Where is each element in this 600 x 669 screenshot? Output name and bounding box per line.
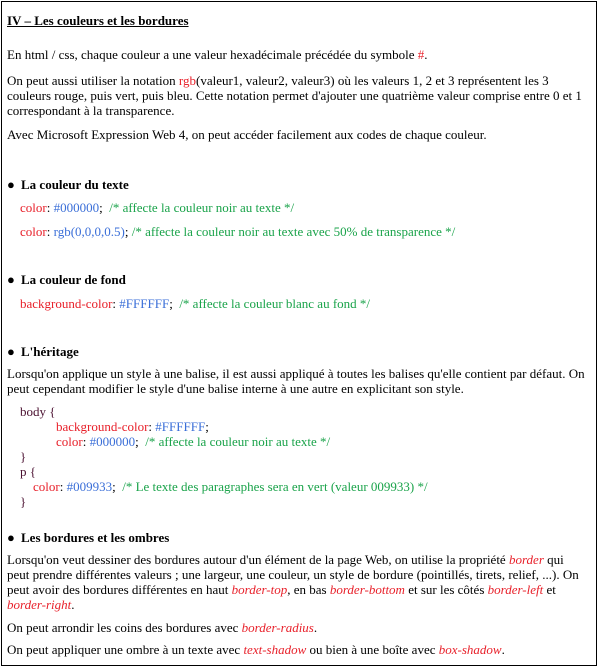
code-value: #000000	[53, 200, 100, 215]
property-border-right: border-right	[7, 597, 72, 612]
intro-paragraph-2-line-2: couleurs rouge, puis vert, puis bleu. Cette notation permet d'ajouter une quatrième valeur comprise entre 0 et 1	[7, 88, 582, 103]
code-colon: :	[148, 419, 153, 434]
code-comment: /* affecte la couleur noir au texte avec 50% de transparence */	[131, 224, 456, 239]
code-comment: /* affecte la couleur noir au texte */	[145, 434, 331, 449]
heritage-paragraph-line-2: peut cependant modifier le style d'une balise interne à une autre en explicitant son style.	[7, 381, 464, 396]
heading-background-color	[7, 272, 126, 287]
borders-paragraph-2	[7, 620, 317, 635]
property-border-left: border-left	[487, 582, 544, 597]
heading-heritage-label: L'héritage	[21, 344, 79, 359]
code-body-background	[56, 419, 209, 434]
code-body-color	[56, 434, 330, 449]
intro-p2-rest: (valeur1, valeur2, valeur3) où les valeurs 1, 2 et 3 représentent les 3	[195, 73, 549, 88]
text: .	[71, 597, 75, 612]
code-semicolon: ;	[124, 224, 129, 239]
property-border: border	[508, 552, 544, 567]
code-colon: :	[46, 224, 51, 239]
property-border-top: border-top	[231, 582, 288, 597]
property-border-radius: border-radius	[241, 620, 314, 635]
code-value: #009933	[66, 479, 113, 494]
code-line-background	[20, 296, 370, 311]
code-prop: background-color	[20, 296, 113, 311]
code-prop: color	[20, 200, 47, 215]
bullet-icon: ●	[7, 344, 15, 359]
heading-background-label: La couleur de fond	[21, 272, 126, 287]
borders-paragraph-line-3	[7, 582, 556, 597]
borders-paragraph-3	[7, 642, 505, 657]
code-colon: :	[46, 200, 51, 215]
code-value: #000000	[89, 434, 136, 449]
text: .	[313, 620, 318, 635]
code-semicolon: ;	[99, 200, 103, 215]
text: ou bien à une boîte avec	[309, 642, 436, 657]
code-semicolon: ;	[135, 434, 139, 449]
heading-borders	[7, 530, 169, 545]
borders-paragraph-line-2: peut prendre différentes valeurs ; une largeur, une couleur, un style de bordure (pointillés, tirets, relief, ...). On	[7, 567, 579, 582]
code-comment: /* affecte la couleur blanc au fond */	[179, 296, 371, 311]
property-border-bottom: border-bottom	[329, 582, 405, 597]
section-title: IV – Les couleurs et les bordures	[7, 13, 189, 28]
property-box-shadow: box-shadow	[438, 642, 502, 657]
intro-p1-text: En html / css, chaque couleur a une valeur hexadécimale précédée du symbole	[7, 47, 415, 62]
code-comment: /* Le texte des paragraphes sera en vert (valeur 009933) */	[122, 479, 428, 494]
code-prop: color	[33, 479, 60, 494]
code-p-selector: p {	[20, 464, 36, 479]
code-comment: /* affecte la couleur noir au texte */	[109, 200, 295, 215]
heritage-paragraph-line-1: Lorsqu'on applique un style à une balise, il est aussi appliqué à toutes les balises qu'elle contient par défaut. On	[7, 366, 585, 381]
code-colon: :	[112, 296, 117, 311]
borders-paragraph-line-4	[7, 597, 75, 612]
code-prop: color	[56, 434, 83, 449]
borders-paragraph-line-1	[7, 552, 564, 567]
hash-symbol: #	[417, 47, 425, 62]
intro-p1-end: .	[424, 47, 428, 62]
text: qui	[547, 552, 564, 567]
code-value: rgb(0,0,0,0.5)	[53, 224, 125, 239]
bullet-icon: ●	[7, 272, 15, 287]
code-body-selector: body {	[20, 404, 56, 419]
code-prop: background-color	[56, 419, 149, 434]
bullet-icon: ●	[7, 177, 15, 192]
text: peut avoir des bordures différentes en haut	[7, 582, 229, 597]
text: et sur les côtés	[408, 582, 485, 597]
code-line-color-rgb	[20, 224, 455, 239]
heading-heritage	[7, 344, 79, 359]
property-text-shadow: text-shadow	[243, 642, 307, 657]
code-prop: color	[20, 224, 47, 239]
text: .	[501, 642, 505, 657]
intro-paragraph-2-line-1	[7, 73, 549, 88]
code-close-brace: }	[20, 449, 27, 464]
code-semicolon: ;	[205, 419, 209, 434]
code-line-color-hex	[20, 200, 294, 215]
code-semicolon: ;	[112, 479, 116, 494]
code-value: #FFFFFF	[119, 296, 170, 311]
intro-paragraph-2-line-3: correspondant à la transparence.	[7, 103, 175, 118]
heading-borders-label: Les bordures et les ombres	[21, 530, 170, 545]
code-colon: :	[82, 434, 87, 449]
intro-paragraph-3: Avec Microsoft Expression Web 4, on peut accéder facilement aux codes de chaque couleur.	[7, 127, 487, 142]
text: On peut appliquer une ombre à un texte avec	[7, 642, 241, 657]
text: On peut arrondir les coins des bordures avec	[7, 620, 239, 635]
bullet-icon: ●	[7, 530, 15, 545]
text: Lorsqu'on veut dessiner des bordures autour d'un élément de la page Web, on utilise la propriété	[7, 552, 506, 567]
text: , en bas	[287, 582, 327, 597]
code-value: #FFFFFF	[155, 419, 206, 434]
heading-text-color-label: La couleur du texte	[21, 177, 129, 192]
code-semicolon: ;	[169, 296, 173, 311]
code-p-color	[33, 479, 428, 494]
code-close-brace: }	[20, 494, 27, 509]
intro-paragraph-1	[7, 47, 428, 62]
heading-text-color	[7, 177, 129, 192]
code-colon: :	[59, 479, 64, 494]
intro-p2-start: On peut aussi utiliser la notation	[7, 73, 176, 88]
text: et	[546, 582, 556, 597]
rgb-keyword: rgb	[178, 73, 196, 88]
